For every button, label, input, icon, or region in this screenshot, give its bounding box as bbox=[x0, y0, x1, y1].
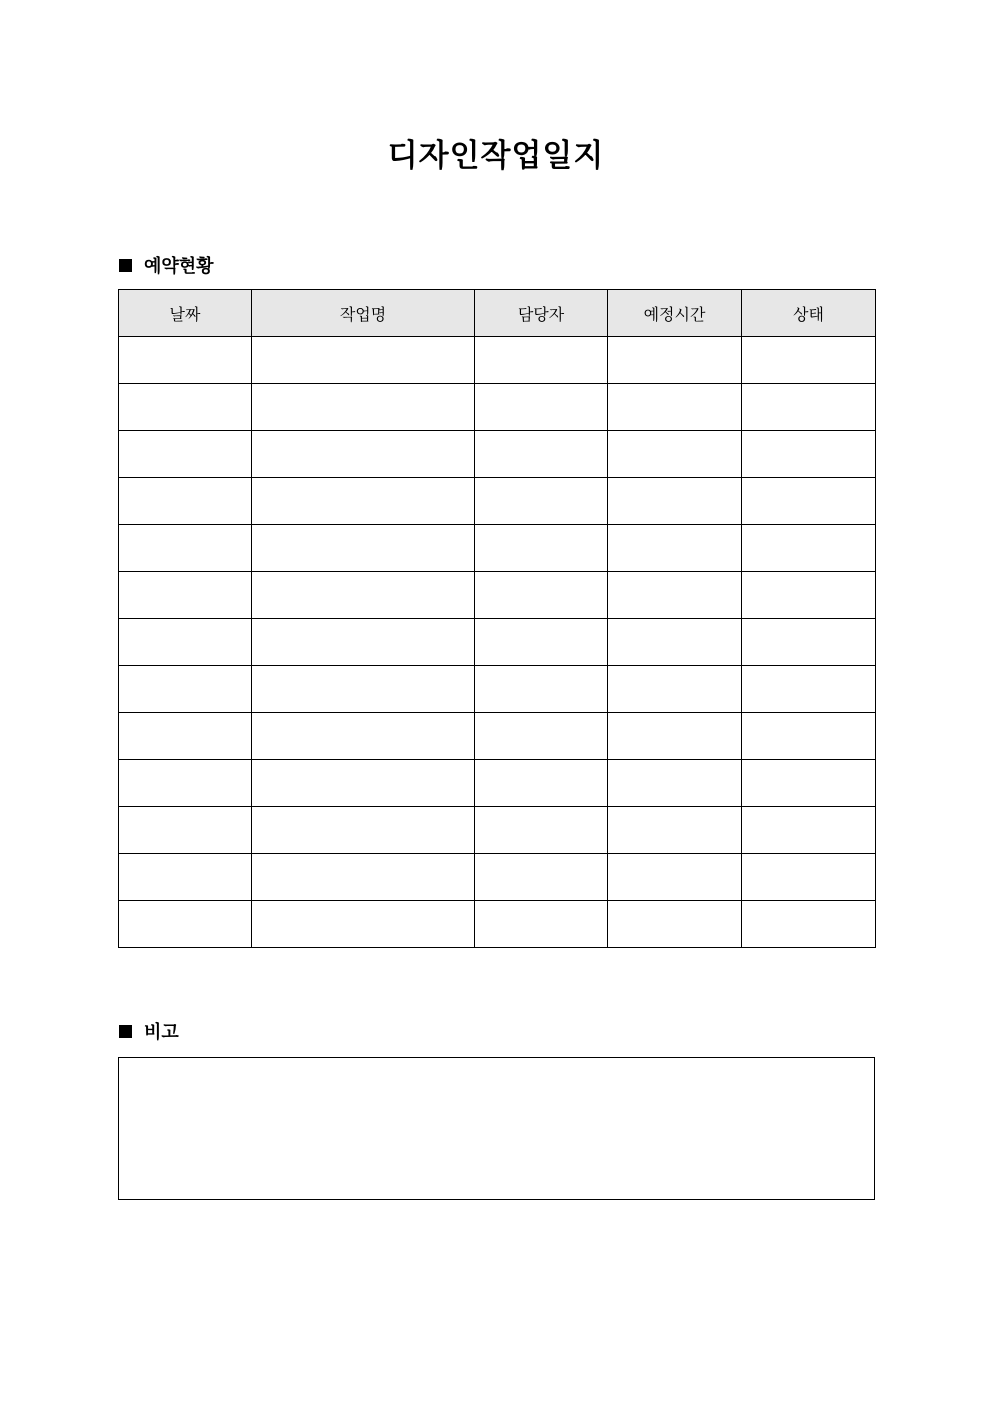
table-cell-date[interactable] bbox=[119, 760, 252, 807]
table-row bbox=[119, 431, 876, 478]
table-cell-scheduled-time[interactable] bbox=[608, 901, 742, 948]
table-cell-assignee[interactable] bbox=[475, 384, 608, 431]
column-header-task-name: 작업명 bbox=[252, 290, 475, 337]
table-cell-scheduled-time[interactable] bbox=[608, 807, 742, 854]
table-cell-task-name[interactable] bbox=[252, 337, 475, 384]
table-cell-date[interactable] bbox=[119, 807, 252, 854]
table-row bbox=[119, 525, 876, 572]
table-cell-status[interactable] bbox=[742, 572, 876, 619]
table-cell-status[interactable] bbox=[742, 760, 876, 807]
table-cell-scheduled-time[interactable] bbox=[608, 478, 742, 525]
table-cell-status[interactable] bbox=[742, 666, 876, 713]
table-cell-assignee[interactable] bbox=[475, 713, 608, 760]
table-cell-task-name[interactable] bbox=[252, 431, 475, 478]
table-cell-assignee[interactable] bbox=[475, 431, 608, 478]
table-cell-task-name[interactable] bbox=[252, 572, 475, 619]
table-cell-status[interactable] bbox=[742, 337, 876, 384]
table-cell-scheduled-time[interactable] bbox=[608, 666, 742, 713]
table-cell-assignee[interactable] bbox=[475, 854, 608, 901]
notes-heading-label: 비고 bbox=[144, 1022, 179, 1043]
table-cell-task-name[interactable] bbox=[252, 619, 475, 666]
table-cell-scheduled-time[interactable] bbox=[608, 431, 742, 478]
table-row bbox=[119, 760, 876, 807]
table-cell-task-name[interactable] bbox=[252, 760, 475, 807]
column-header-assignee: 담당자 bbox=[475, 290, 608, 337]
table-cell-task-name[interactable] bbox=[252, 901, 475, 948]
table-cell-status[interactable] bbox=[742, 901, 876, 948]
table-row bbox=[119, 807, 876, 854]
table-cell-scheduled-time[interactable] bbox=[608, 854, 742, 901]
table-cell-status[interactable] bbox=[742, 713, 876, 760]
table-cell-status[interactable] bbox=[742, 384, 876, 431]
table-cell-task-name[interactable] bbox=[252, 525, 475, 572]
table-cell-date[interactable] bbox=[119, 525, 252, 572]
table-cell-status[interactable] bbox=[742, 619, 876, 666]
table-cell-date[interactable] bbox=[119, 619, 252, 666]
table-cell-assignee[interactable] bbox=[475, 901, 608, 948]
table-cell-status[interactable] bbox=[742, 525, 876, 572]
table-cell-task-name[interactable] bbox=[252, 713, 475, 760]
table-cell-scheduled-time[interactable] bbox=[608, 384, 742, 431]
table-cell-date[interactable] bbox=[119, 337, 252, 384]
table-cell-date[interactable] bbox=[119, 431, 252, 478]
column-header-status: 상태 bbox=[742, 290, 876, 337]
table-cell-scheduled-time[interactable] bbox=[608, 619, 742, 666]
table-row bbox=[119, 713, 876, 760]
table-cell-assignee[interactable] bbox=[475, 478, 608, 525]
table-cell-task-name[interactable] bbox=[252, 478, 475, 525]
table-cell-assignee[interactable] bbox=[475, 807, 608, 854]
table-row bbox=[119, 337, 876, 384]
table-cell-assignee[interactable] bbox=[475, 760, 608, 807]
table-cell-assignee[interactable] bbox=[475, 619, 608, 666]
notes-box[interactable] bbox=[118, 1057, 875, 1200]
table-cell-scheduled-time[interactable] bbox=[608, 525, 742, 572]
table-cell-task-name[interactable] bbox=[252, 807, 475, 854]
table-cell-assignee[interactable] bbox=[475, 572, 608, 619]
table-cell-status[interactable] bbox=[742, 431, 876, 478]
table-cell-scheduled-time[interactable] bbox=[608, 713, 742, 760]
reservation-section-heading bbox=[119, 253, 214, 277]
table-cell-date[interactable] bbox=[119, 901, 252, 948]
table-cell-date[interactable] bbox=[119, 854, 252, 901]
column-header-scheduled-time: 예정시간 bbox=[608, 290, 742, 337]
table-cell-task-name[interactable] bbox=[252, 666, 475, 713]
table-cell-scheduled-time[interactable] bbox=[608, 337, 742, 384]
table-header-row bbox=[119, 290, 876, 337]
page-title: 디자인작업일지 bbox=[387, 138, 605, 174]
table-cell-assignee[interactable] bbox=[475, 337, 608, 384]
table-cell-task-name[interactable] bbox=[252, 384, 475, 431]
table-cell-date[interactable] bbox=[119, 666, 252, 713]
table-row bbox=[119, 384, 876, 431]
table-row bbox=[119, 478, 876, 525]
table-cell-status[interactable] bbox=[742, 854, 876, 901]
table-row bbox=[119, 854, 876, 901]
square-bullet-icon bbox=[119, 259, 132, 272]
reservation-table bbox=[118, 289, 876, 948]
table-cell-date[interactable] bbox=[119, 478, 252, 525]
table-cell-status[interactable] bbox=[742, 478, 876, 525]
table-body bbox=[119, 337, 876, 948]
table-cell-task-name[interactable] bbox=[252, 854, 475, 901]
table-cell-assignee[interactable] bbox=[475, 666, 608, 713]
notes-section-heading bbox=[119, 1019, 179, 1043]
table-cell-assignee[interactable] bbox=[475, 525, 608, 572]
table-row bbox=[119, 901, 876, 948]
table-cell-scheduled-time[interactable] bbox=[608, 760, 742, 807]
table-cell-date[interactable] bbox=[119, 713, 252, 760]
table-row bbox=[119, 619, 876, 666]
table-cell-status[interactable] bbox=[742, 807, 876, 854]
square-bullet-icon bbox=[119, 1025, 132, 1038]
column-header-date: 날짜 bbox=[119, 290, 252, 337]
table-row bbox=[119, 572, 876, 619]
table-cell-date[interactable] bbox=[119, 384, 252, 431]
table-row bbox=[119, 666, 876, 713]
table-cell-scheduled-time[interactable] bbox=[608, 572, 742, 619]
reservation-heading-label: 예약현황 bbox=[144, 256, 214, 277]
table-cell-date[interactable] bbox=[119, 572, 252, 619]
